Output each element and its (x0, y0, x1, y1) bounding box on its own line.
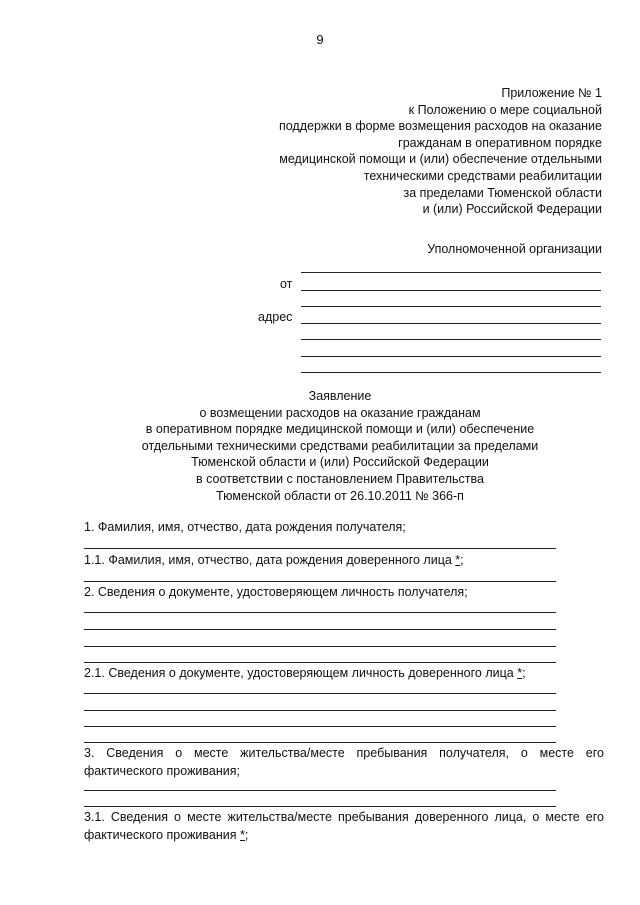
recipient-organization: Уполномоченной организации (427, 242, 602, 256)
address-label: адрес (258, 310, 293, 324)
page-number: 9 (316, 32, 324, 47)
title-line: в соответствии с постановлением Правительства (196, 471, 484, 486)
answer-line[interactable] (84, 662, 556, 663)
appendix-line: техническими средствами реабилитации (363, 168, 602, 183)
fill-line (301, 356, 601, 357)
footnote-star: * (517, 666, 523, 680)
title-line: о возмещении расходов на оказание гражданам (199, 405, 481, 420)
fill-line (301, 306, 601, 307)
form-item (84, 583, 604, 601)
form-item (84, 551, 604, 569)
fill-line (301, 372, 601, 373)
answer-line[interactable] (84, 629, 556, 630)
title-line: Тюменской области от 26.10.2011 № 366-п (216, 488, 464, 503)
from-label: от (280, 277, 293, 291)
form-item (84, 518, 604, 536)
fill-line (301, 339, 601, 340)
item-text: 3. Сведения о месте жительства/месте пребывания получателя, о месте его фактического проживания; (84, 746, 604, 778)
appendix-line: и (или) Российской Федерации (422, 202, 602, 217)
item-suffix: ; (460, 553, 464, 567)
document-title (0, 388, 640, 504)
appendix-line: гражданам в оперативном порядке (398, 135, 602, 150)
address-fill-line[interactable] (301, 323, 601, 324)
title-line: в оперативном порядке медицинской помощи и (или) обеспечение (145, 422, 535, 437)
item-suffix: ; (244, 828, 249, 842)
item-text: 1.1. Фамилия, имя, отчество, дата рождения доверенного лица (84, 553, 456, 567)
form-item (84, 808, 604, 844)
footnote-star: * (455, 553, 461, 567)
title-line: отдельными техническими средствами реабилитации за пределами (141, 438, 539, 453)
answer-line[interactable] (84, 646, 556, 647)
answer-line[interactable] (84, 726, 556, 727)
form-item (84, 744, 604, 780)
item-text: 2.1. Сведения о документе, удостоверяющем личность доверенного лица (84, 666, 518, 680)
fill-line (301, 272, 601, 273)
item-text: 1. Фамилия, имя, отчество, дата рождения получателя; (84, 520, 406, 534)
answer-line[interactable] (84, 806, 556, 807)
form-item (84, 664, 604, 682)
appendix-line: к Положению о мере социальной (408, 102, 602, 117)
title-line: Тюменской области и (или) Российской Федерации (191, 455, 489, 470)
answer-line[interactable] (84, 581, 556, 582)
footnote-star: * (240, 828, 245, 842)
answer-line[interactable] (84, 790, 556, 791)
item-suffix: ; (522, 666, 526, 680)
item-text: 2. Сведения о документе, удостоверяющем личность получателя; (84, 585, 468, 599)
appendix-header (182, 85, 602, 218)
from-fill-line[interactable] (301, 290, 601, 291)
title-line: Заявление (308, 389, 372, 403)
answer-line[interactable] (84, 693, 556, 694)
answer-line[interactable] (84, 710, 556, 711)
appendix-line: поддержки в форме возмещения расходов на оказание (278, 119, 602, 134)
answer-line[interactable] (84, 548, 556, 549)
appendix-line: за пределами Тюменской области (403, 185, 602, 200)
answer-line[interactable] (84, 742, 556, 743)
item-text: 3.1. Сведения о месте жительства/месте пребывания доверенного лица, о месте его фактического проживания (84, 810, 604, 842)
appendix-line: Приложение № 1 (501, 86, 602, 100)
appendix-line: медицинской помощи и (или) обеспечение отдельными (279, 152, 602, 167)
answer-line[interactable] (84, 612, 556, 613)
